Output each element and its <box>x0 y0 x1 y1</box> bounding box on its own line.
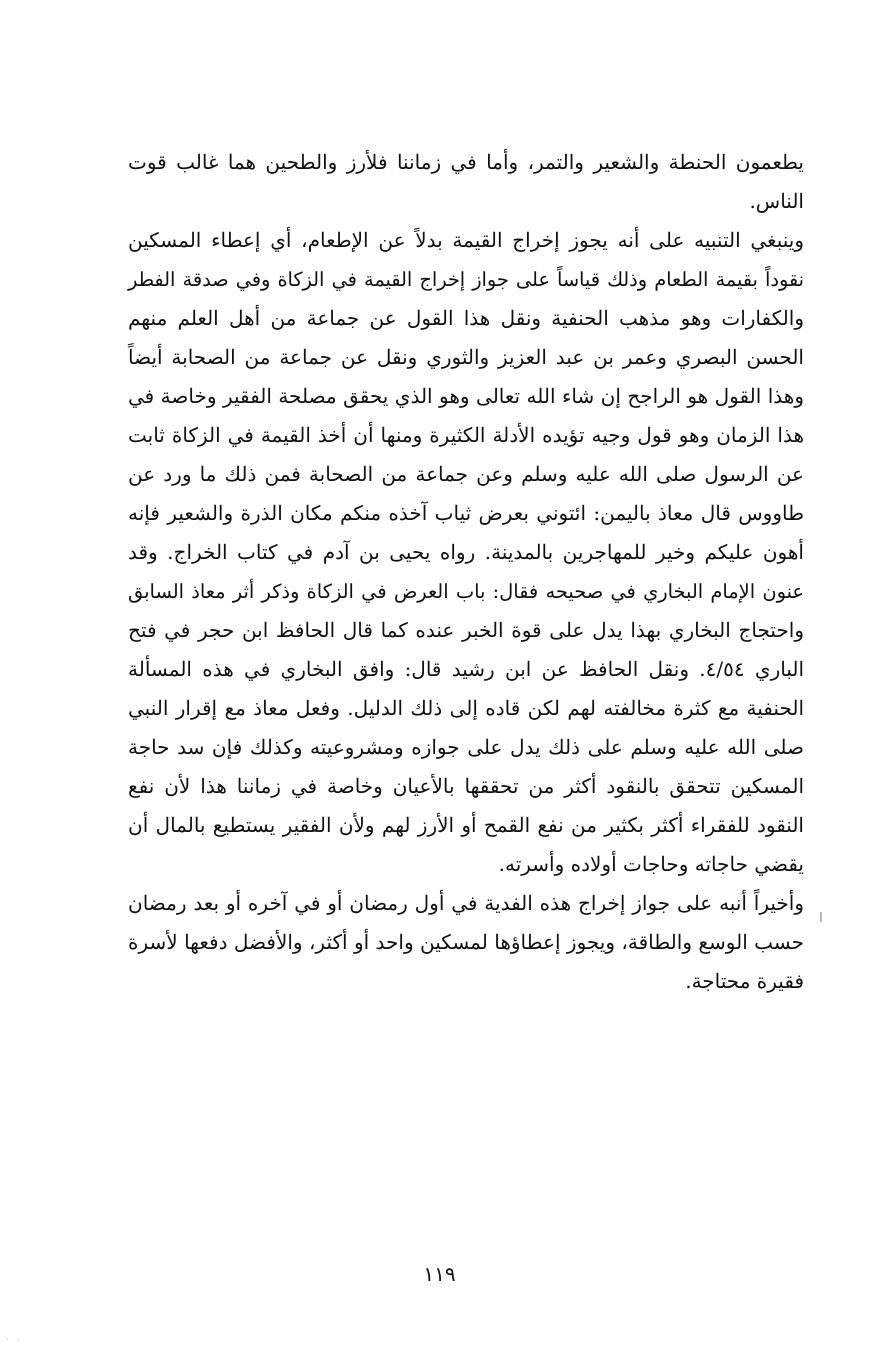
text-line: أهون عليكم وخير للمهاجرين بالمدينة. رواه يحيى بن آدم في كتاب الخراج. وقد <box>128 540 804 564</box>
text-line: يقضي حاجاته وحاجات أولاده وأسرته. <box>498 852 804 876</box>
text-line: الناس. <box>749 189 804 213</box>
text-line: حسب الوسع والطاقة، ويجوز إعطاؤها لمسكين واحد أو أكثر، والأفضل دفعها لأسرة <box>128 930 804 954</box>
text-line: هذا الزمان وهو قول وجيه تؤيده الأدلة الكثيرة ومنها أن أخذ القيمة في الزكاة ثابت <box>128 423 804 447</box>
text-line: طاووس قال معاذ باليمن: ائتوني بعرض ثياب آخذه منكم مكان الذرة والشعير فإنه <box>128 501 804 525</box>
margin-mark <box>820 912 822 922</box>
text-line: النقود للفقراء أكثر بكثير من نفع القمح أو الأرز لهم ولأن الفقير يستطيع بالمال أن <box>128 813 804 837</box>
text-line: وينبغي التنبيه على أنه يجوز إخراج القيمة بدلاً عن الإطعام، أي إعطاء المسكين <box>128 228 804 252</box>
text-line: واحتجاج البخاري بهذا يدل على قوة الخبر عنده كما قال الحافظ ابن حجر في فتح <box>128 618 804 642</box>
text-line: عن الرسول صلى الله عليه وسلم وعن جماعة من الصحابة فمن ذلك ما ورد عن <box>128 462 804 486</box>
text-line: فقيرة محتاجة. <box>685 969 804 993</box>
text-line: يطعمون الحنطة والشعير والتمر، وأما في زماننا فلأرز والطحين هما غالب قوت <box>128 150 804 174</box>
page-number: ١١٩ <box>423 1262 456 1286</box>
text-line: المسكين تتحقق بالنقود أكثر من تحققها بالأعيان وخاصة في زماننا هذا لأن نفع <box>128 774 804 798</box>
scan-artifact: · · <box>6 1335 22 1346</box>
body-text <box>128 143 804 1001</box>
text-line: الحسن البصري وعمر بن عبد العزيز والثوري ونقل عن جماعة من الصحابة أيضاً <box>128 345 804 369</box>
text-line: وأخيراً أنبه على جواز إخراج هذه الفدية في أول رمضان أو في آخره أو بعد رمضان <box>128 891 804 915</box>
text-line: صلى الله عليه وسلم على ذلك يدل على جوازه ومشروعيته وكذلك فإن سد حاجة <box>128 735 804 759</box>
text-line: وهذا القول هو الراجح إن شاء الله تعالى وهو الذي يحقق مصلحة الفقير وخاصة في <box>128 384 804 408</box>
text-line: عنون الإمام البخاري في صحيحه فقال: باب العرض في الزكاة وذكر أثر معاذ السابق <box>128 580 804 603</box>
text-line: نقوداً بقيمة الطعام وذلك قياساً على جواز إخراج القيمة في الزكاة وفي صدقة الفطر <box>128 268 804 291</box>
text-line: والكفارات وهو مذهب الحنفية ونقل هذا القول عن جماعة من أهل العلم منهم <box>128 306 804 330</box>
text-line: الحنفية مع كثرة مخالفته لهم لكن قاده إلى ذلك الدليل. وفعل معاذ مع إقرار النبي <box>128 696 804 720</box>
text-line: الباري ٤/٥٤. ونقل الحافظ عن ابن رشيد قال: وافق البخاري في هذه المسألة <box>128 657 805 681</box>
